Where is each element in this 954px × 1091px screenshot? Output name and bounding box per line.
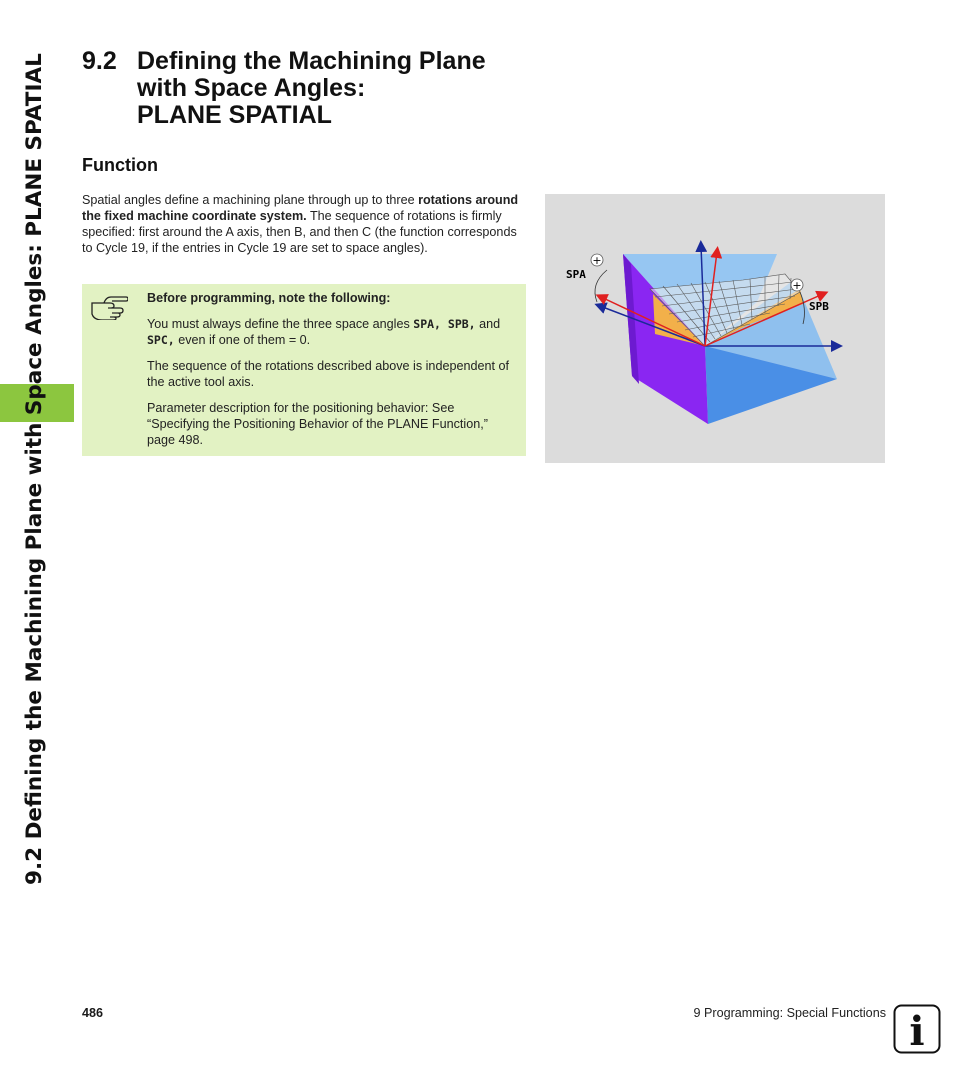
pointing-hand-icon xyxy=(90,294,128,320)
note-paragraph-3: Parameter description for the positioning behavior: See “Specifying the Positioning Behavior of the PLANE Function,” page 498. xyxy=(147,401,488,447)
note-paragraph-2: The sequence of the rotations described above is independent of the active tool axis. xyxy=(147,359,509,389)
title-line-2: with Space Angles: xyxy=(137,74,366,102)
space-angles-diagram xyxy=(545,194,885,463)
chapter-footer: 9 Programming: Special Functions xyxy=(693,1006,886,1020)
note-header: Before programming, note the following: xyxy=(147,291,391,305)
section-heading: Function xyxy=(82,155,158,175)
spb-label: SPB xyxy=(809,300,829,313)
page-number: 486 xyxy=(82,1006,104,1020)
intro-paragraph: Spatial angles define a machining plane through up to three rotations around the fixed machine coordinate system. The sequence of rotations is firmly specified: first around the A axis, then B, and then C (the function corresponds to Cycle 19, if the entries in Cycle 19 are set to space angles). xyxy=(82,193,519,255)
space-angles-figure xyxy=(545,194,885,463)
plus-sign-spb: + xyxy=(792,279,802,292)
note-paragraph-1: You must always define the three space angles SPA, SPB, and SPC, even if one of them = 0. xyxy=(147,317,501,347)
plus-sign-spa: + xyxy=(592,254,602,267)
info-icon xyxy=(893,1004,941,1054)
note-box xyxy=(82,284,526,456)
title-line-1: Defining the Machining Plane xyxy=(137,47,486,75)
side-title-text: 9.2 Defining the Machining Plane with Space Angles: PLANE SPATIAL xyxy=(22,53,47,885)
info-glyph: i xyxy=(909,1008,925,1054)
title-line-3: PLANE SPATIAL xyxy=(137,101,332,129)
section-number: 9.2 xyxy=(82,47,117,75)
spa-label: SPA xyxy=(566,268,586,281)
